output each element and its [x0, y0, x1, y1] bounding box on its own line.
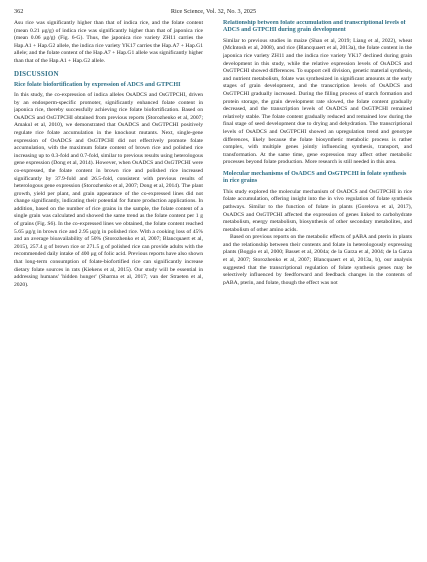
section-heading-biofortification: Rice folate biofortification by expression of ADCS and GTPCHI — [14, 81, 181, 88]
mechanisms-paragraph: This study explored the molecular mechanism of OsADCS and OsGTPCHI in rice folate accumulation, offering insight into the in vivo regulation of folate synthesis pathways. Similar to the function of folate in plants (Gorelova et al, 2017), OsADCS and OsGTPCHI affected the expression of genes linked to carbohydrate metabolism, energy metabolism, biosynthesis of other secondary metabolites, and metabolism of other amino acids. — [223, 188, 412, 233]
biofortification-paragraph: In this study, the co-expression of indica alleles OsADCS and OsGTPCHI, driven by an endosperm-specific promoter, significantly enhanced folate content in japonica rice, thereby successfully achieving rice folate biofortification. Based on OsADCS and OsGTPCHI obtained from previous reports (Storozhenko et al, 2007; Amakul et al, 2010), we demonstrated that OsADCS and OsGTPCHI positively regulate rice folate accumulation in the knockout mutants. Next, single-gene expression of OsADCS and OsGTPCHI did not effectively promote folate accumulation, with the maximum folate content of brown rice and polished rice increasing up to 0.3-fold and 0.7-fold, similar to previous results using heterologous gene expression (Dong et al, 2014). However, when OsADCS and OsGTPCHI were co-expressed, the folate content in brown rice and polished rice increased significantly by 37.9-fold and 26.5-fold, consistent with previous results of heterologous gene expression (Storozhenko et al, 2007; Dong et al, 2014). The plant growth, yield per plant, and grain appearance of the co-expressed lines did not change significantly, indicating their potential for future production applications. In addition, based on the number of rice grains in the sample, the folate content of a single grain was calculated and showed the same trend as the folate content per 1 g of grains (Fig. S6). In the co-expressed lines we obtained, the folate content reached 5.65 μg/g in brown rice and 2.95 μg/g in polished rice. With a cooking loss of 45% and an average bioavailability of 50% (Storozhenko et al, 2007; Blancquaert et al, 2015), 257.4 g of brown rice or 271.5 g of polished rice can provide adults with the recommended daily intake of 400 μg of folic acid. Previous reports have also shown that long-term consumption of folate-biofortified rice can significantly increase dietary folate sources in rats (Kiekens et al, 2015). Our study will be essential in addressing humans' 'hidden hunger' (Sharma et al, 2017; van der Straeten et al, 2020). — [14, 91, 203, 288]
running-header — [14, 8, 413, 18]
section-heading-accumulation: Relationship between folate accumulation and transcriptional levels of ADCS and GTPCHI during grain development — [223, 20, 406, 34]
left-column — [14, 20, 203, 552]
section-heading-mechanisms: Molecular mechanisms of OsADCS and OsGTPCHI in folate synthesis in rice grains — [223, 170, 407, 185]
intro-paragraph: Asu rice was significantly higher than that of indica rice, and the folate content (mean 0.21 μg/g) of indica rice was significantly higher than that of japonica rice (mean 0.06 μg/g) (Fig. 6-G). Thus, the japonica rice variety ZH11 carries the Hap.A1 + Hap.G2 allele, the indica rice variety YK17 carries the Hap.A7 + Hap.G1 allele; and the folate content of the Hap.A7 + Hap.G1 allele was significantly higher than that of the Hap.A1 + Hap.G2 allele. — [14, 20, 203, 64]
pathway-paragraph: Based on previous reports on the metabolic effects of pABA and pterin in plants and the relationship between their contents and folate in heterologously expressing plants (Boggio et al, 2000; Basset et al, 2004a; de la Garza et al, 2004; de la Garza et al, 2007; Storozhenko et al, 2007; Blancquaert et al, 2013a, b), our analysis suggested that the transcriptional regulation of folate synthesis genes may be selectively influenced by feedforward and feedback changes in the contents of pABA, pterin, and folate, though the effect was not — [223, 234, 412, 286]
journal-citation: Rice Science, Vol. 32, No. 3, 2025 — [170, 8, 257, 15]
discussion-heading: DISCUSSION — [14, 69, 59, 78]
page-number: 362 — [14, 8, 24, 15]
right-column — [223, 20, 412, 552]
accumulation-paragraph: Similar to previous studies in maize (Shan et al, 2019; Liang et al, 2022), wheat (McIntosh et al, 2008), and rice (Blancquaert et al, 2013a), the folate content in the japonica rice variety ZH11 and the indica rice variety YK17 declined during grain development in this study, while the relative expression levels of OsADCS and OsGTPCHI showed differences. To support cell division, genetic material synthesis, and nutrient metabolism, folate was synthesized in significant amounts at the early stages of grain development, and the transcription levels of OsADCS and OsGTPCHI gradually increased. During the filling process of starch formation and protein storage, the grain development rate slowed, the folate content gradually decreased, and the transcription levels of OsADCS and OsGTPCHI remained relatively stable. The folate content gradually reduced and remained low during the final stage of seed development due to drying and dehydration. The transcriptional levels of OsADCS and OsGTPCHI showed an upregulation trend and genotype differences, likely because the folate biosynthetic metabolic process is rather complex, with multiple genes jointly influencing synthesis, transport, and transformation. At the same time, gene expression may affect other metabolic processes beyond folate production. More research is still needed in this area. — [223, 37, 412, 166]
